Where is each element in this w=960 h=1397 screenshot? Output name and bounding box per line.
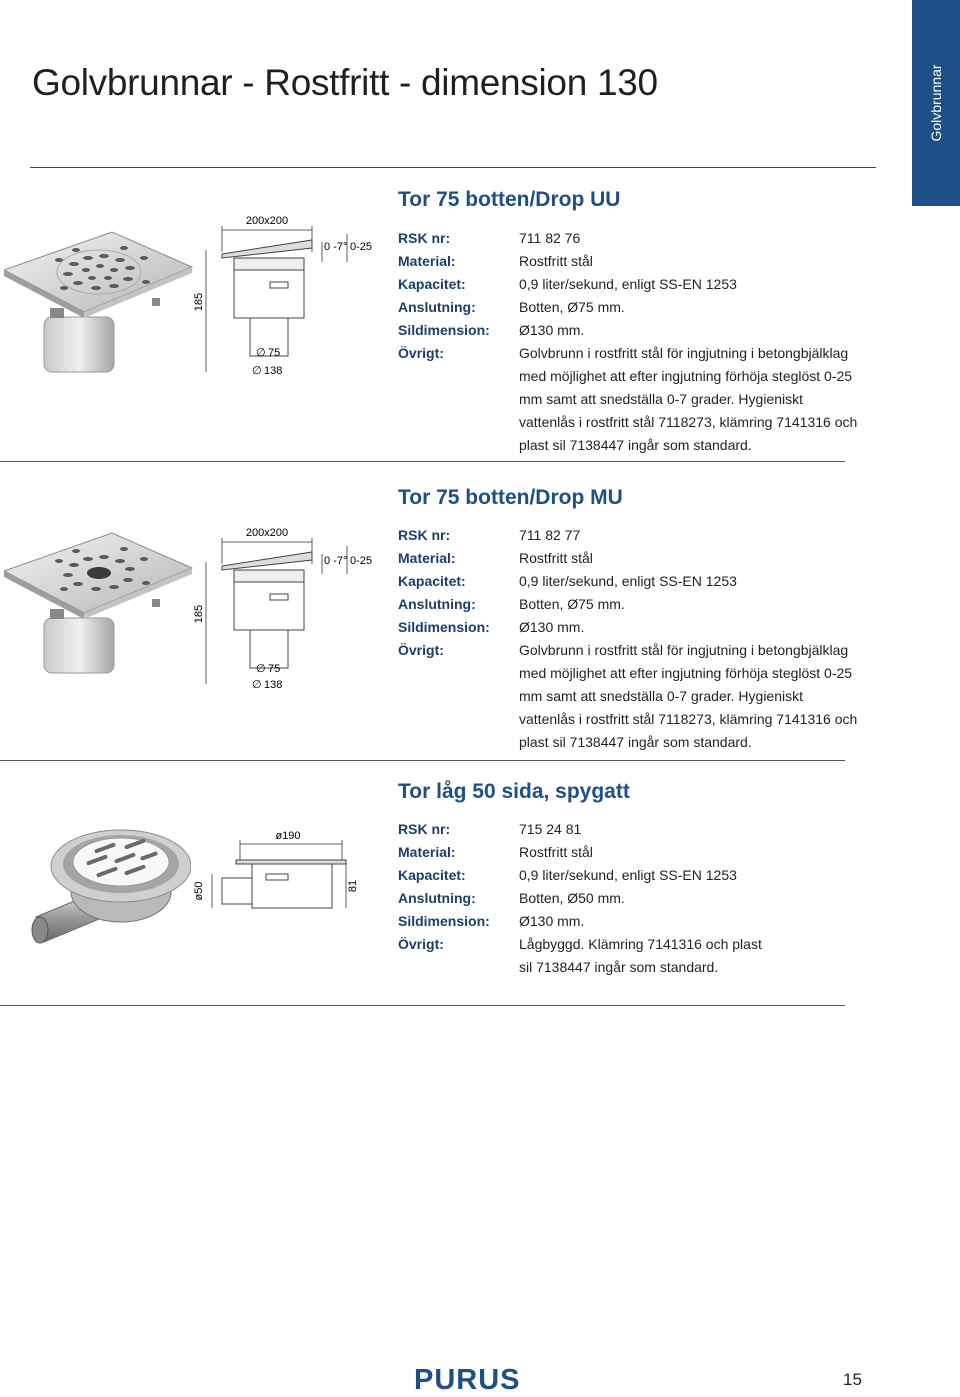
ovrigt-value: Golvbrunn i rostfritt stål för ingjutning i betongbjälklag med möjlighet att efter ingjutning förhöja steglöst 0-25 mm samt att snedställa 0-7 grader. Hygieniskt vattenlås i rostfritt stål 7118273, klämring 7141316 och plast sil 7138447 ingår som standard. xyxy=(519,345,858,453)
material-label: Material: xyxy=(398,550,456,566)
kapacitet-label: Kapacitet: xyxy=(398,573,466,589)
dim-d2-symbol: ∅ xyxy=(252,365,262,377)
product-image-spygatt xyxy=(26,822,191,947)
ovrigt-value: Golvbrunn i rostfritt stål för ingjutning i betongbjälklag med möjlighet att efter ingjutning förhöja steglöst 0-25 mm samt att snedställa 0-7 grader. Hygieniskt vattenlås i rostfritt stål 7118273, klämring 7141316 och plast sil 7138447 ingår som standard. xyxy=(519,642,858,750)
sildimension-label: Sildimension: xyxy=(398,913,490,929)
anslutning-label: Anslutning: xyxy=(398,596,476,612)
dim-side: ø50 xyxy=(193,881,205,901)
material-value: Rostfritt stål xyxy=(519,253,593,269)
ovrigt-label: Övrigt: xyxy=(398,345,444,361)
section-divider xyxy=(0,461,845,462)
product-title: Tor 75 botten/Drop UU xyxy=(398,188,621,211)
title-divider xyxy=(30,167,876,168)
product-image-drop-mu xyxy=(4,523,194,683)
spec-list xyxy=(398,524,859,754)
purus-logo: PURUS xyxy=(414,1364,521,1396)
dim-height: 185 xyxy=(193,604,205,624)
ovrigt-value: Lågbyggd. Klämring 7141316 och plast sil 7138447 ingår som standard. xyxy=(519,936,762,975)
rsk-label: RSK nr: xyxy=(398,821,451,837)
kapacitet-value: 0,9 liter/sekund, enligt SS-EN 1253 xyxy=(519,276,737,292)
product-title: Tor 75 botten/Drop MU xyxy=(398,486,623,509)
kapacitet-label: Kapacitet: xyxy=(398,867,466,883)
technical-drawing-drop-uu xyxy=(192,212,382,382)
side-tab xyxy=(912,0,960,206)
dim-top: 200x200 xyxy=(245,215,289,227)
dim-d2-symbol: ∅ xyxy=(252,679,262,691)
sildimension-value: Ø130 mm. xyxy=(519,619,585,635)
product-title: Tor låg 50 sida, spygatt xyxy=(398,780,630,803)
kapacitet-value: 0,9 liter/sekund, enligt SS-EN 1253 xyxy=(519,573,737,589)
dim-angle: 0 -7° xyxy=(324,241,348,253)
rsk-value: 715 24 81 xyxy=(519,821,582,837)
dim-d1-symbol: ∅ xyxy=(256,347,266,359)
dim-range: 0-25 xyxy=(350,241,373,253)
material-value: Rostfritt stål xyxy=(519,844,593,860)
anslutning-value: Botten, Ø75 mm. xyxy=(519,299,625,315)
dim-d1: 75 xyxy=(268,347,281,359)
sildimension-label: Sildimension: xyxy=(398,322,490,338)
anslutning-label: Anslutning: xyxy=(398,299,476,315)
page-title: Golvbrunnar - Rostfritt - dimension 130 xyxy=(32,62,658,103)
page-number: 15 xyxy=(843,1370,862,1389)
spec-list xyxy=(398,818,859,979)
dim-top: 200x200 xyxy=(245,527,289,539)
kapacitet-value: 0,9 liter/sekund, enligt SS-EN 1253 xyxy=(519,867,737,883)
sildimension-value: Ø130 mm. xyxy=(519,913,585,929)
dim-height: 185 xyxy=(193,292,205,312)
kapacitet-label: Kapacitet: xyxy=(398,276,466,292)
ovrigt-label: Övrigt: xyxy=(398,936,444,952)
dim-d1-symbol: ∅ xyxy=(256,663,266,675)
anslutning-value: Botten, Ø50 mm. xyxy=(519,890,625,906)
dim-d1: 75 xyxy=(268,663,281,675)
dim-d2: 138 xyxy=(264,679,283,691)
technical-drawing-spygatt xyxy=(188,824,368,934)
dim-top: ø190 xyxy=(275,830,301,842)
anslutning-label: Anslutning: xyxy=(398,890,476,906)
rsk-value: 711 82 77 xyxy=(519,527,581,543)
rsk-label: RSK nr: xyxy=(398,527,451,543)
sildimension-value: Ø130 mm. xyxy=(519,322,585,338)
material-value: Rostfritt stål xyxy=(519,550,593,566)
rsk-label: RSK nr: xyxy=(398,230,451,246)
dim-range: 0-25 xyxy=(350,555,373,567)
dim-angle: 0 -7° xyxy=(324,555,348,567)
technical-drawing-drop-mu xyxy=(192,524,382,694)
material-label: Material: xyxy=(398,844,456,860)
section-divider xyxy=(0,1005,845,1006)
ovrigt-label: Övrigt: xyxy=(398,642,444,658)
sildimension-label: Sildimension: xyxy=(398,619,490,635)
material-label: Material: xyxy=(398,253,456,269)
section-divider xyxy=(0,760,845,761)
side-tab-label: Golvbrunnar xyxy=(928,64,944,142)
anslutning-value: Botten, Ø75 mm. xyxy=(519,596,625,612)
spec-list xyxy=(398,227,859,457)
product-image-drop-uu xyxy=(4,222,194,382)
rsk-value: 711 82 76 xyxy=(519,230,581,246)
dim-d2: 138 xyxy=(264,365,283,377)
dim-height: 81 xyxy=(347,879,359,893)
